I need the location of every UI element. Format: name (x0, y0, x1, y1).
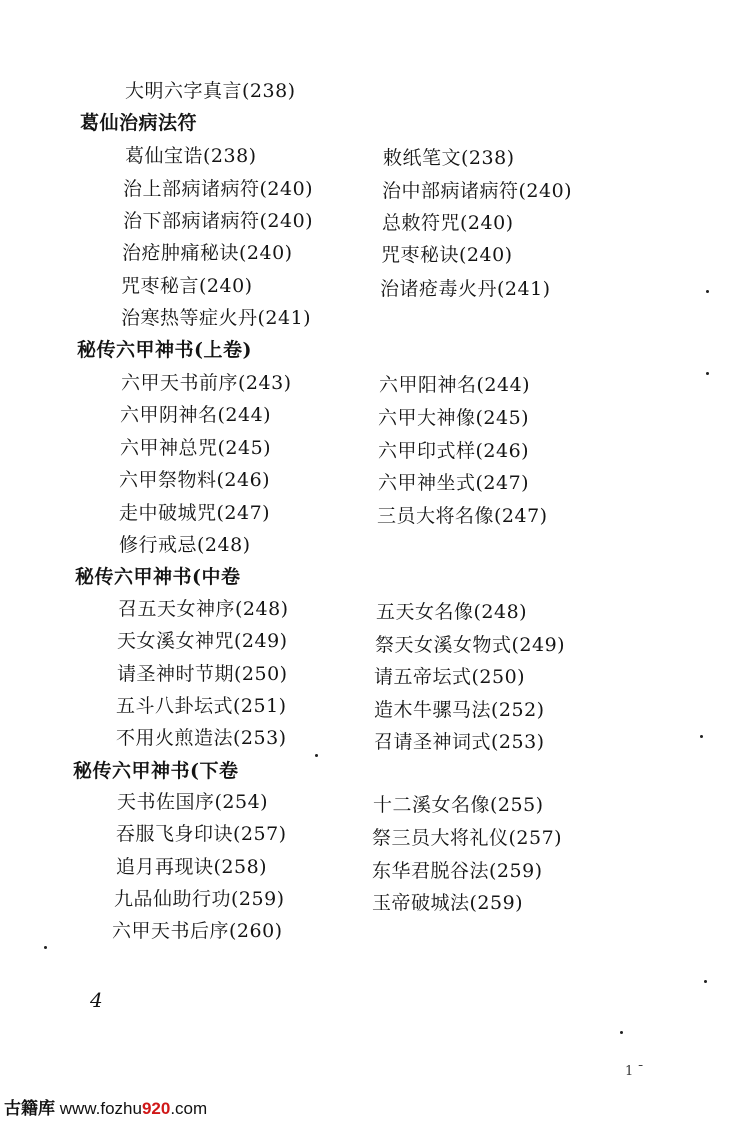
toc-entry: 修行戒忌(248) (119, 534, 251, 556)
page-number: 4 (90, 988, 103, 1012)
footer-url[interactable] (60, 1099, 207, 1118)
toc-entry: 六甲天书后序(260) (112, 920, 283, 942)
toc-entry: 六甲神坐式(247) (378, 472, 530, 494)
footer-site-name: 古籍库 (4, 1099, 55, 1118)
toc-entry: 三员大将名像(247) (377, 505, 548, 527)
scan-speck (704, 980, 707, 983)
toc-entry: 召请圣神词式(253) (374, 731, 545, 753)
scan-speck (315, 754, 318, 757)
toc-entry: 天书佐国序(254) (117, 791, 269, 813)
toc-entry: 请圣神时节期(250) (117, 663, 288, 685)
scan-speck (620, 1031, 623, 1034)
toc-entry: 祭天女溪女物式(249) (375, 634, 566, 656)
toc-entry: 六甲阴神名(244) (120, 404, 272, 426)
toc-entry: 咒枣秘诀(240) (381, 244, 513, 266)
toc-entry: 葛仙宝诰(238) (125, 145, 257, 167)
toc-intro: 大明六字真言(238) (125, 80, 296, 102)
toc-entry: 请五帝坛式(250) (374, 666, 526, 688)
section-title: 秘传六甲神书(下卷 (73, 760, 239, 782)
section-title: 葛仙治病法符 (80, 112, 198, 134)
toc-entry: 五天女名像(248) (376, 601, 528, 623)
corner-marks: 1 ˉ (625, 1064, 644, 1079)
toc-entry: 治上部病诸病符(240) (123, 178, 314, 200)
section-title: 秘传六甲神书(中卷 (75, 566, 241, 588)
section-title: 秘传六甲神书(上卷) (77, 339, 252, 361)
footer-url-prefix: www.fozhu (59, 1099, 142, 1118)
toc-entry: 不用火煎造法(253) (116, 727, 287, 749)
toc-entry: 六甲天书前序(243) (121, 372, 292, 394)
toc-entry: 东华君脱谷法(259) (372, 860, 543, 882)
scan-speck (44, 946, 47, 949)
toc-entry: 治诸疮毒火丹(241) (380, 278, 551, 300)
toc-entry: 六甲印式样(246) (378, 440, 530, 462)
toc-entry: 治疮肿痛秘诀(240) (122, 242, 293, 264)
toc-entry: 追月再现诀(258) (116, 856, 268, 878)
footer-watermark (4, 1094, 207, 1119)
toc-entry: 十二溪女名像(255) (373, 794, 544, 816)
toc-entry: 治下部病诸病符(240) (123, 210, 314, 232)
toc-entry: 治寒热等症火丹(241) (121, 307, 312, 329)
scan-speck (706, 372, 709, 375)
toc-entry: 六甲阳神名(244) (379, 374, 531, 396)
toc-entry: 走中破城咒(247) (119, 502, 271, 524)
toc-entry: 天女溪女神咒(249) (117, 630, 288, 652)
toc-entry: 咒枣秘言(240) (121, 275, 253, 297)
toc-entry: 玉帝破城法(259) (372, 892, 524, 914)
toc-entry: 祭三员大将礼仪(257) (372, 827, 563, 849)
toc-entry: 六甲祭物料(246) (119, 469, 271, 491)
footer-url-number: 920 (141, 1099, 171, 1118)
toc-entry: 敕纸笔文(238) (383, 147, 515, 169)
toc-entry: 五斗八卦坛式(251) (116, 695, 287, 717)
footer-url-suffix: .com (170, 1099, 208, 1118)
toc-entry: 六甲神总咒(245) (120, 437, 272, 459)
toc-entry: 造木牛骡马法(252) (374, 699, 545, 721)
toc-entry: 吞服飞身印诀(257) (116, 823, 287, 845)
toc-entry: 治中部病诸病符(240) (382, 180, 573, 202)
scan-speck (700, 735, 703, 738)
toc-entry: 六甲大神像(245) (378, 407, 530, 429)
toc-entry: 九品仙助行功(259) (114, 888, 285, 910)
scan-speck (706, 290, 709, 293)
toc-entry: 总敕符咒(240) (382, 212, 514, 234)
toc-entry: 召五天女神序(248) (118, 598, 289, 620)
